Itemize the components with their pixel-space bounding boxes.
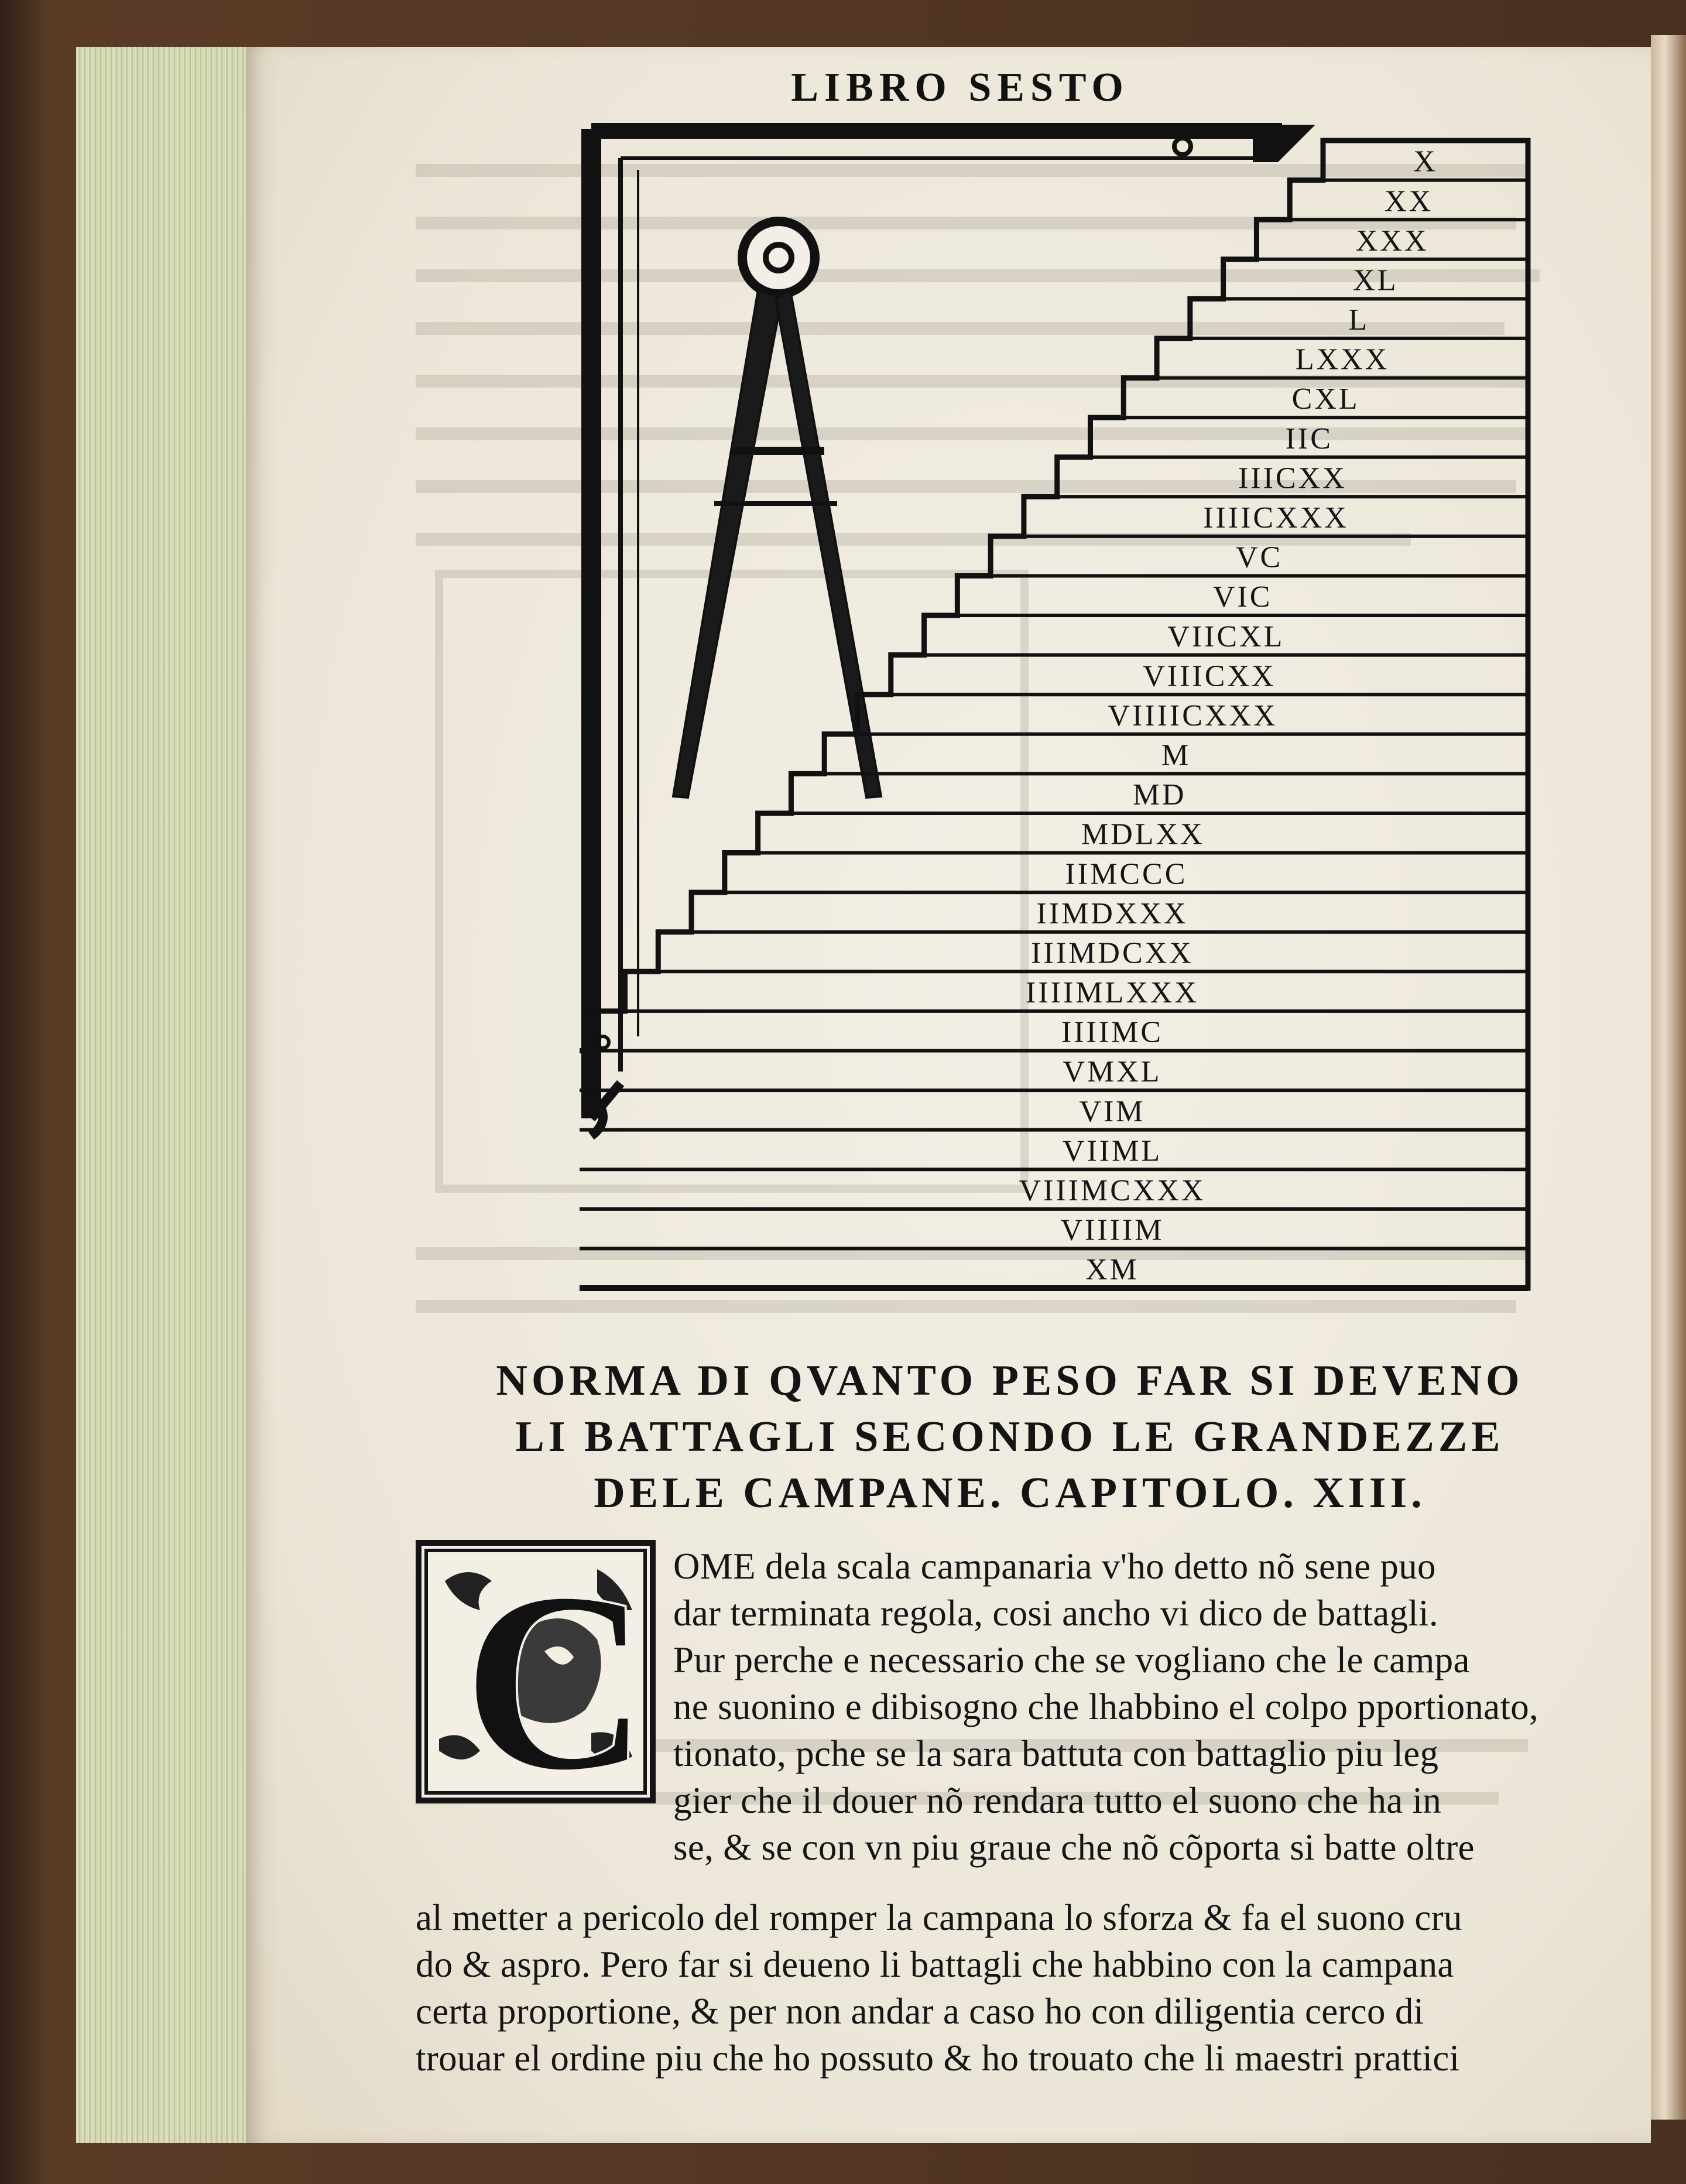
step-label: VIICXL xyxy=(1167,619,1285,653)
step-label: VIIIICXXX xyxy=(1108,699,1278,732)
step-label: IIIIMC xyxy=(1061,1015,1164,1049)
step-label: L xyxy=(1348,303,1370,337)
step-label: VC xyxy=(1235,540,1283,574)
step-label: MD xyxy=(1132,778,1187,812)
step-label: VIIIIM xyxy=(1060,1213,1164,1247)
step-label: XL xyxy=(1353,263,1399,297)
book-cover-edge xyxy=(1651,35,1686,2120)
running-head: LIBRO SESTO xyxy=(791,65,1129,110)
text-line: gier che il douer nõ rendara tutto el suono che ha in xyxy=(673,1780,1442,1821)
step-label: IIMDXXX xyxy=(1036,896,1188,930)
step-label: VIIIMCXXX xyxy=(1019,1173,1206,1207)
chapter-title-line: NORMA DI QVANTO PESO FAR SI DEVENO xyxy=(496,1357,1524,1405)
chapter-title-line: DELE CAMPANE. CAPITOLO. XIII. xyxy=(594,1469,1426,1517)
step-label: VIIML xyxy=(1062,1134,1163,1168)
bell-scale-woodcut xyxy=(580,123,1651,1323)
decorated-initial xyxy=(416,1540,656,1803)
drop-cap: C xyxy=(462,1546,649,1798)
body-text-indented xyxy=(673,1543,1622,1871)
text-line: dar terminata regola, cosi ancho vi dico de battagli. xyxy=(673,1593,1438,1634)
text-line: certa proportione, & per non andar a caso ho con diligentia cerco di xyxy=(416,1991,1424,2032)
text-line: tionato, pche se la sara battuta con battaglio piu leg xyxy=(673,1733,1439,1774)
step-label: M xyxy=(1161,738,1191,772)
step-label: VIM xyxy=(1079,1094,1146,1128)
text-line: se, & se con vn piu graue che nõ cõporta si batte oltre xyxy=(673,1827,1475,1868)
step-label: IIIIMLXXX xyxy=(1026,976,1199,1010)
dividers-icon xyxy=(673,221,881,797)
step-label: XX xyxy=(1385,184,1434,218)
step-label: VIC xyxy=(1212,580,1273,614)
step-label: IIC xyxy=(1285,422,1333,456)
step-label: VMXL xyxy=(1063,1055,1162,1089)
text-line: OME dela scala campanaria v'ho detto nõ sene puo xyxy=(673,1546,1436,1587)
chapter-title-line: LI BATTAGLI SECONDO LE GRANDEZZE xyxy=(515,1413,1505,1461)
text-line: trouar el ordine piu che ho possuto & ho trouato che li maestri prattici xyxy=(416,2038,1460,2079)
book-page xyxy=(246,47,1651,2143)
step-label: MDLXX xyxy=(1081,817,1205,851)
chapter-title xyxy=(416,1353,1604,1521)
step-label: IIIICXXX xyxy=(1203,501,1349,535)
body-text-full xyxy=(416,1894,1622,2082)
text-line: Pur perche e necessario che se vogliano che le campa xyxy=(673,1639,1470,1680)
step-label: LXXX xyxy=(1295,343,1390,376)
step-label: VIIICXX xyxy=(1143,659,1276,693)
step-label: IIICXX xyxy=(1238,461,1347,495)
step-label: XM xyxy=(1085,1253,1139,1287)
text-line: do & aspro. Pero far si deueno li battagli che habbino con la campana xyxy=(416,1944,1454,1985)
text-line: ne suonino e dibisogno che lhabbino el colpo pportionato, xyxy=(673,1686,1539,1727)
step-label: XXX xyxy=(1355,224,1429,258)
step-label: X xyxy=(1413,145,1438,179)
page-edges xyxy=(76,47,252,2143)
text-line: al metter a pericolo del romper la campana lo sforza & fa el suono cru xyxy=(416,1897,1462,1938)
staircase-scale xyxy=(580,141,1528,1288)
step-label: CXL xyxy=(1291,382,1360,416)
step-label: IIMCCC xyxy=(1065,857,1188,891)
staircase-outline xyxy=(580,141,1528,1288)
step-label: IIIMDCXX xyxy=(1031,936,1194,970)
animal-ornament-icon xyxy=(422,1546,650,1798)
